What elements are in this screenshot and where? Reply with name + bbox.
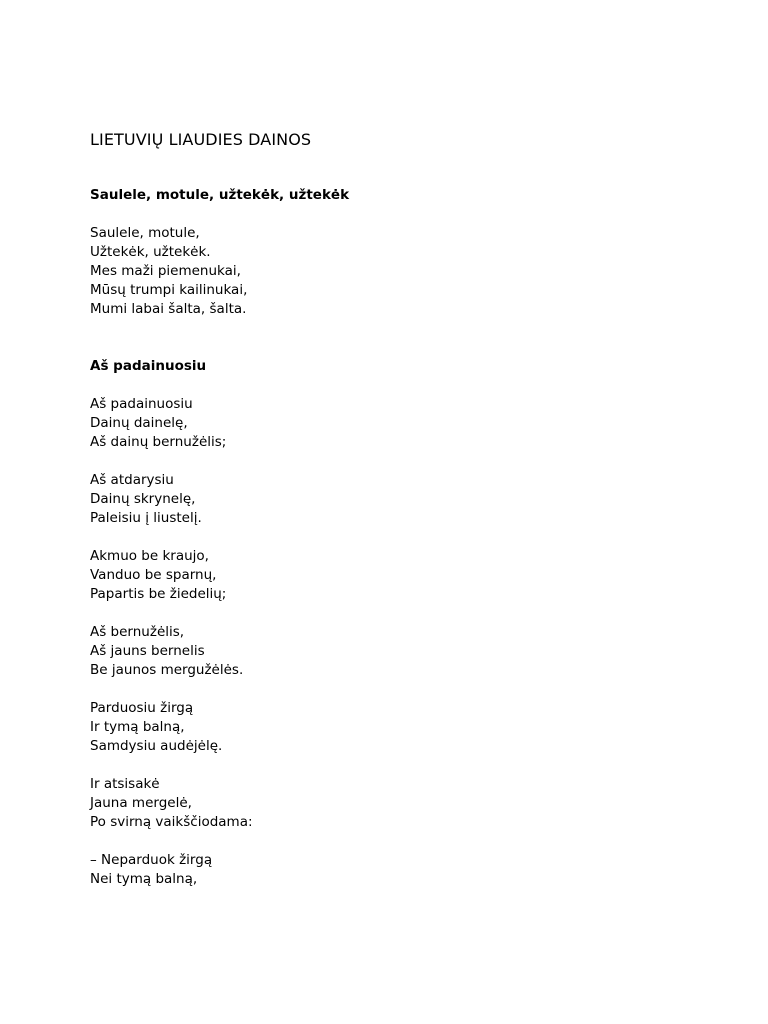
document-page	[90, 128, 710, 889]
stanza	[90, 395, 710, 452]
song-title: Saulele, motule, užtekėk, užtekėk	[90, 187, 350, 203]
verse-line: Mumi labai šalta, šalta.	[90, 301, 247, 317]
songs-container	[90, 186, 710, 889]
verse-line: Saulele, motule,	[90, 225, 200, 241]
verse-line: – Neparduok žirgą	[90, 852, 213, 868]
song-1	[90, 186, 710, 319]
stanza	[90, 699, 710, 756]
stanza	[90, 623, 710, 680]
verse-line: Ir atsisakė	[90, 776, 160, 792]
stanza	[90, 471, 710, 528]
verse-line: Nei tymą balną,	[90, 871, 198, 887]
verse-line: Po svirną vaikščiodama:	[90, 814, 253, 830]
verse-line: Aš jauns bernelis	[90, 643, 205, 659]
stanza	[90, 547, 710, 604]
verse-line: Akmuo be kraujo,	[90, 548, 209, 564]
verse-line: Aš bernužėlis,	[90, 624, 185, 640]
document-title: LIETUVIŲ LIAUDIES DAINOS	[90, 130, 312, 149]
verse-line: Ir tymą balną,	[90, 719, 185, 735]
song-2	[90, 357, 710, 889]
verse-line: Aš padainuosiu	[90, 396, 193, 412]
verse-line: Mūsų trumpi kailinukai,	[90, 282, 248, 298]
verse-line: Dainų skrynelę,	[90, 491, 196, 507]
verse-line: Mes maži piemenukai,	[90, 263, 241, 279]
verse-line: Samdysiu audėjėlę.	[90, 738, 223, 754]
verse-line: Parduosiu žirgą	[90, 700, 194, 716]
verse-line: Be jaunos mergužėlės.	[90, 662, 244, 678]
verse-line: Aš dainų bernužėlis;	[90, 434, 227, 450]
verse-line: Aš atdarysiu	[90, 472, 174, 488]
verse-line: Paleisiu į liustelį.	[90, 510, 202, 526]
stanza	[90, 775, 710, 832]
verse-line: Vanduo be sparnų,	[90, 567, 217, 583]
verse-line: Dainų dainelę,	[90, 415, 188, 431]
verse-line: Papartis be žiedelių;	[90, 586, 227, 602]
verse-line: Jauna mergelė,	[90, 795, 192, 811]
song-title: Aš padainuosiu	[90, 358, 207, 374]
stanza	[90, 224, 710, 319]
stanza	[90, 851, 710, 889]
verse-line: Užtekėk, užtekėk.	[90, 244, 211, 260]
